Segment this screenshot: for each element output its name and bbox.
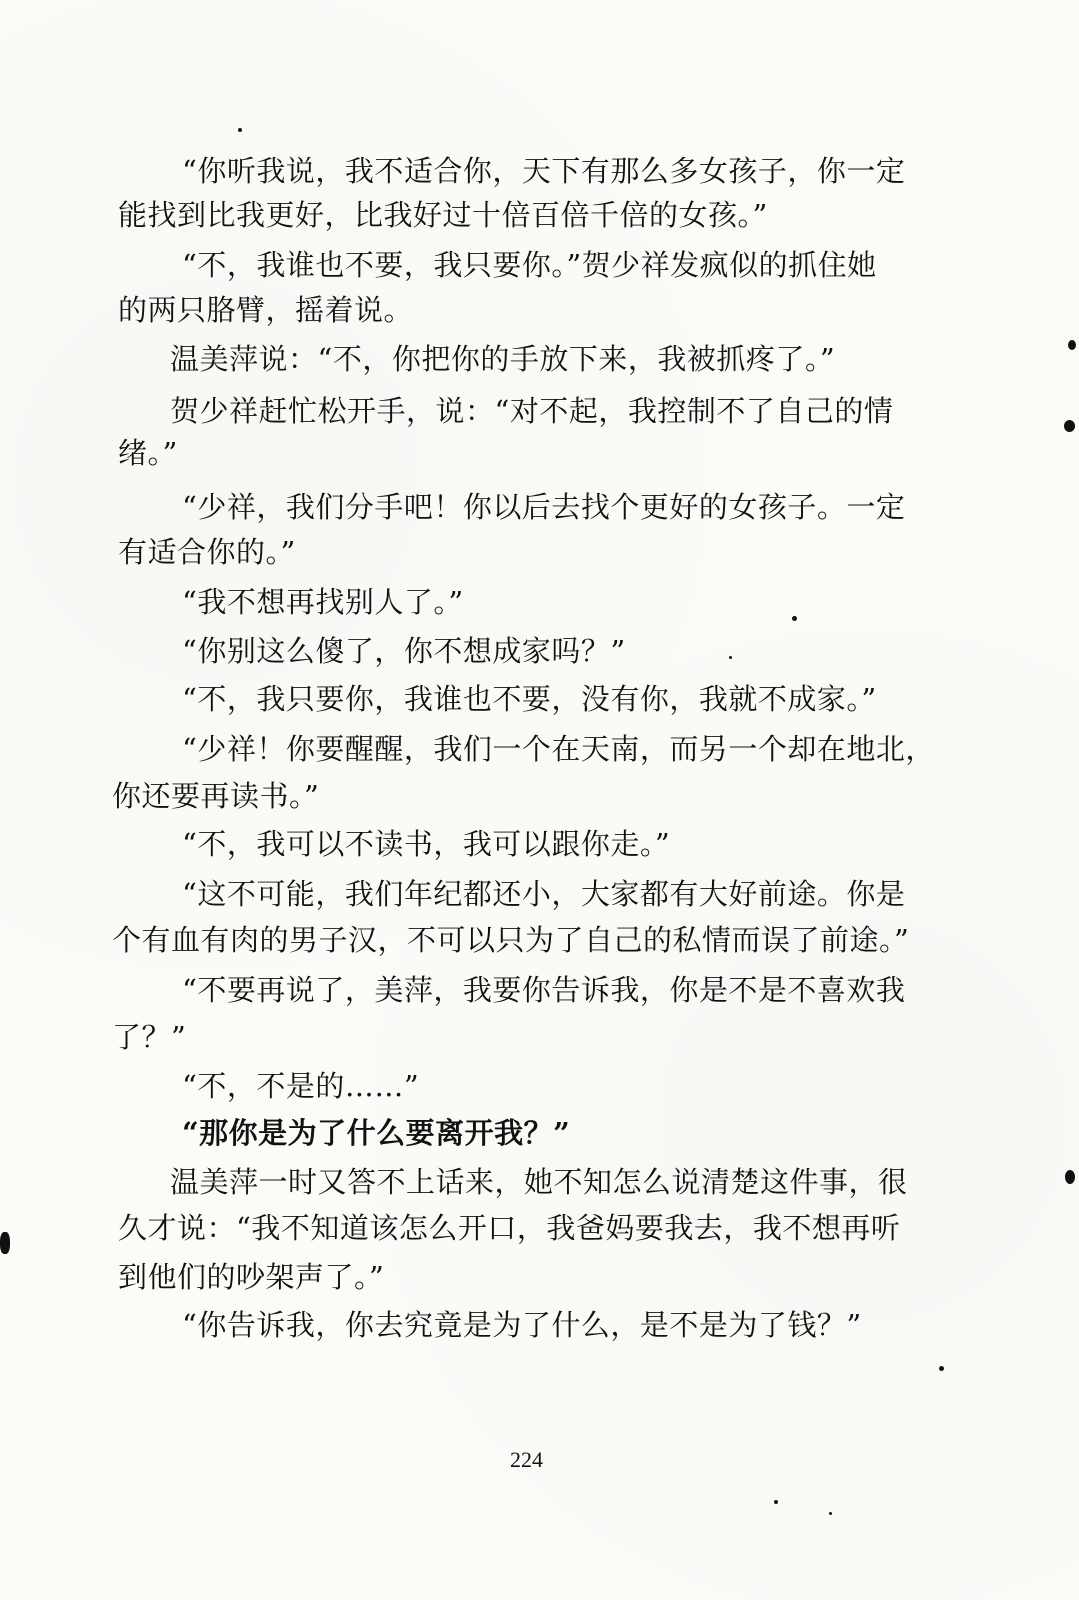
text-line-13: “少祥！你要醒醒，我们一个在天南，而另一个却在地北， xyxy=(182,732,935,766)
text-line-5: 温美萍说：“不，你把你的手放下来，我被抓疼了。” xyxy=(170,342,836,376)
scan-speck xyxy=(729,656,732,659)
text-line-6: 贺少祥赶忙松开手，说：“对不起，我控制不了自己的情 xyxy=(170,394,894,428)
scan-speck xyxy=(792,616,797,621)
text-line-20: “不，不是的……” xyxy=(182,1069,420,1103)
scan-speck xyxy=(238,128,242,132)
text-line-16: “这不可能，我们年纪都还小，大家都有大好前途。你是 xyxy=(182,877,906,911)
text-line-7: 绪。” xyxy=(118,436,178,470)
text-line-9: 有适合你的。” xyxy=(118,535,296,569)
text-line-21: “那你是为了什么要离开我？” xyxy=(182,1116,571,1150)
text-line-11: “你别这么傻了，你不想成家吗？” xyxy=(182,634,626,668)
text-line-24: 到他们的吵架声了。” xyxy=(118,1260,385,1294)
text-line-19: 了？” xyxy=(112,1020,187,1054)
scan-speck xyxy=(1068,340,1076,350)
scan-speck xyxy=(829,1512,832,1515)
scan-speck xyxy=(1064,420,1075,432)
text-line-17: 个有血有肉的男子汉，不可以只为了自己的私情而误了前途。” xyxy=(112,923,910,957)
text-line-2: 能找到比我更好，比我好过十倍百倍千倍的女孩。” xyxy=(118,198,768,232)
scan-speck xyxy=(0,1232,10,1254)
text-line-23: 久才说：“我不知道该怎么开口，我爸妈要我去，我不想再听 xyxy=(118,1211,901,1245)
text-line-4: 的两只胳臂，摇着说。 xyxy=(118,293,414,327)
text-line-18: “不要再说了，美萍，我要你告诉我，你是不是不喜欢我 xyxy=(182,973,906,1007)
scan-speck xyxy=(1065,1170,1075,1184)
text-line-25: “你告诉我，你去究竟是为了什么，是不是为了钱？” xyxy=(182,1308,862,1342)
scan-speck xyxy=(939,1366,944,1371)
text-line-14: 你还要再读书。” xyxy=(112,779,320,813)
text-line-1: “你听我说，我不适合你，天下有那么多女孩子，你一定 xyxy=(182,154,906,188)
text-line-22: 温美萍一时又答不上话来，她不知怎么说清楚这件事，很 xyxy=(170,1165,908,1199)
text-line-12: “不，我只要你，我谁也不要，没有你，我就不成家。” xyxy=(182,682,877,716)
text-line-8: “少祥，我们分手吧！你以后去找个更好的女孩子。一定 xyxy=(182,490,906,524)
text-line-15: “不，我可以不读书，我可以跟你走。” xyxy=(182,827,671,861)
scan-speck xyxy=(774,1500,778,1504)
page-number: 224 xyxy=(510,1447,543,1472)
text-line-3: “不，我谁也不要，我只要你。”贺少祥发疯似的抓住她 xyxy=(182,248,877,282)
text-line-10: “我不想再找别人了。” xyxy=(182,585,464,619)
